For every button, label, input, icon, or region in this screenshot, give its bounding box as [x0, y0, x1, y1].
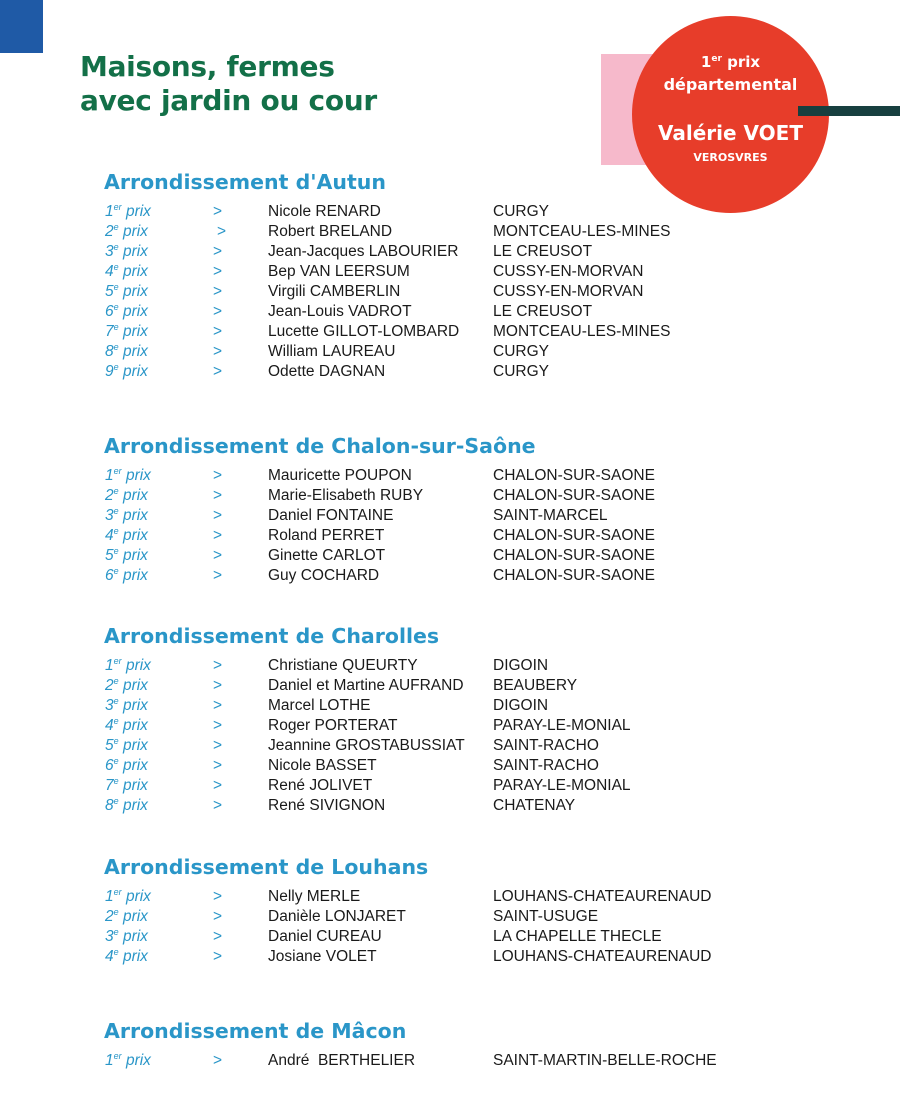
arrow-icon: > — [213, 467, 223, 484]
arrow-icon: > — [213, 303, 223, 320]
arrow-icon: > — [213, 567, 223, 584]
prize-rank: 2e prix — [105, 486, 148, 504]
winner-town: SAINT-RACHO — [493, 737, 599, 754]
winner-name: Josiane VOLET — [268, 948, 377, 965]
list-item — [0, 466, 900, 486]
section-title-macon: Arrondissement de Mâcon — [104, 1019, 407, 1043]
winner-name: André BERTHELIER — [268, 1052, 416, 1069]
list-item — [0, 526, 900, 546]
arrow-icon: > — [213, 948, 223, 965]
winner-name: Mauricette POUPON — [268, 467, 412, 484]
arrow-icon: > — [213, 1052, 223, 1069]
arrow-icon: > — [213, 547, 223, 564]
prize-rank: 7e prix — [105, 776, 148, 794]
page-title-line-2: avec jardin ou cour — [80, 84, 377, 117]
prize-rank: 8e prix — [105, 342, 148, 360]
list-item — [0, 927, 900, 947]
winner-town: CURGY — [493, 203, 549, 220]
badge-winner-town: VEROSVRES — [693, 151, 768, 164]
winner-name: Jeannine GROSTABUSSIAT — [268, 737, 465, 754]
winner-town: CUSSY-EN-MORVAN — [493, 263, 644, 280]
arrow-icon: > — [213, 757, 223, 774]
winner-name: Virgili CAMBERLIN — [268, 283, 401, 300]
list-item — [0, 566, 900, 586]
winner-town: DIGOIN — [493, 657, 549, 674]
prize-rank: 1er prix — [105, 656, 151, 674]
winner-town: CHALON-SUR-SAONE — [493, 567, 655, 584]
prize-rank: 1er prix — [105, 1051, 151, 1069]
prize-rank: 4e prix — [105, 947, 148, 965]
list-item — [0, 282, 900, 302]
prize-rank: 1er prix — [105, 466, 151, 484]
decorative-dark-bar — [798, 106, 900, 116]
winner-name: Marie-Elisabeth RUBY — [268, 487, 424, 504]
badge-label: départemental — [663, 75, 798, 94]
arrow-icon: > — [213, 797, 223, 814]
prize-rank: 2e prix — [105, 222, 148, 240]
prize-rank: 6e prix — [105, 756, 148, 774]
prize-rank: 2e prix — [105, 907, 148, 925]
prize-rank: 5e prix — [105, 546, 148, 564]
winner-town: LE CREUSOT — [493, 243, 593, 260]
prize-rank: 4e prix — [105, 716, 148, 734]
winner-name: Roland PERRET — [268, 527, 385, 544]
arrow-icon: > — [213, 243, 223, 260]
arrow-icon: > — [213, 363, 223, 380]
winner-town: SAINT-RACHO — [493, 757, 599, 774]
winner-town: PARAY-LE-MONIAL — [493, 717, 631, 734]
winner-name: Daniel CUREAU — [268, 928, 382, 945]
winner-name: Roger PORTERAT — [268, 717, 398, 734]
winner-name: Bep VAN LEERSUM — [268, 263, 410, 280]
arrow-icon: > — [213, 487, 223, 504]
prize-rank: 3e prix — [105, 696, 148, 714]
list-item — [0, 546, 900, 566]
list-item — [0, 696, 900, 716]
arrow-icon: > — [213, 283, 223, 300]
prize-rank: 3e prix — [105, 506, 148, 524]
page-title — [80, 50, 377, 118]
winner-town: PARAY-LE-MONIAL — [493, 777, 631, 794]
list-item — [0, 302, 900, 322]
list-item — [0, 486, 900, 506]
winner-name: Marcel LOTHE — [268, 697, 371, 714]
arrow-icon: > — [213, 323, 223, 340]
winner-town: MONTCEAU-LES-MINES — [493, 323, 671, 340]
list-item — [0, 202, 900, 222]
arrow-icon: > — [213, 737, 223, 754]
prize-rank: 6e prix — [105, 566, 148, 584]
list-item — [0, 907, 900, 927]
list-item — [0, 676, 900, 696]
list-item — [0, 506, 900, 526]
arrow-icon: > — [213, 928, 223, 945]
section-title-louhans: Arrondissement de Louhans — [104, 855, 429, 879]
winner-town: CHALON-SUR-SAONE — [493, 547, 655, 564]
prize-rank: 8e prix — [105, 796, 148, 814]
arrow-icon: > — [213, 777, 223, 794]
list-item — [0, 776, 900, 796]
winner-town: DIGOIN — [493, 697, 549, 714]
list-item — [0, 887, 900, 907]
winner-town: LE CREUSOT — [493, 303, 593, 320]
list-item — [0, 656, 900, 676]
winner-town: SAINT-MARTIN-BELLE-ROCHE — [493, 1052, 717, 1069]
prize-rank: 4e prix — [105, 526, 148, 544]
arrow-icon: > — [213, 343, 223, 360]
list-item — [0, 342, 900, 362]
prize-rank: 3e prix — [105, 242, 148, 260]
section-title-chalon: Arrondissement de Chalon-sur-Saône — [104, 434, 536, 458]
page-title-line-1: Maisons, fermes — [80, 50, 335, 83]
arrow-icon: > — [213, 203, 223, 220]
prize-list-louhans — [0, 887, 900, 967]
list-item — [0, 736, 900, 756]
winner-town: LOUHANS-CHATEAURENAUD — [493, 948, 712, 965]
winner-town: LOUHANS-CHATEAURENAUD — [493, 888, 712, 905]
winner-name: Nelly MERLE — [268, 888, 361, 905]
arrow-icon: > — [213, 908, 223, 925]
winner-name: Danièle LONJARET — [268, 908, 406, 925]
prize-rank: 5e prix — [105, 282, 148, 300]
prize-rank: 1er prix — [105, 202, 151, 220]
arrow-icon: > — [213, 888, 223, 905]
prize-list-autun — [0, 202, 900, 382]
winner-town: CHALON-SUR-SAONE — [493, 527, 655, 544]
prize-rank: 9e prix — [105, 362, 148, 380]
winner-name: Robert BRELAND — [268, 223, 393, 240]
winner-name: Nicole BASSET — [268, 757, 377, 774]
winner-town: MONTCEAU-LES-MINES — [493, 223, 671, 240]
winner-name: Daniel et Martine AUFRAND — [268, 677, 464, 694]
winner-name: Odette DAGNAN — [268, 363, 386, 380]
winner-town: CURGY — [493, 343, 549, 360]
arrow-icon: > — [217, 223, 227, 240]
arrow-icon: > — [213, 697, 223, 714]
winner-town: CHATENAY — [493, 797, 576, 814]
list-item — [0, 796, 900, 816]
winner-name: Jean-Louis VADROT — [268, 303, 412, 320]
list-item — [0, 242, 900, 262]
prize-rank: 1er prix — [105, 887, 151, 905]
prize-rank: 6e prix — [105, 302, 148, 320]
winner-name: Nicole RENARD — [268, 203, 381, 220]
arrow-icon: > — [213, 263, 223, 280]
section-title-charolles: Arrondissement de Charolles — [104, 624, 440, 648]
winner-name: William LAUREAU — [268, 343, 396, 360]
winner-name: René JOLIVET — [268, 777, 373, 794]
prize-rank: 4e prix — [105, 262, 148, 280]
badge-winner-name: Valérie VOET — [658, 121, 803, 145]
winner-town: CHALON-SUR-SAONE — [493, 467, 655, 484]
prize-rank: 7e prix — [105, 322, 148, 340]
prize-list-charolles — [0, 656, 900, 816]
winner-town: CHALON-SUR-SAONE — [493, 487, 655, 504]
prize-rank: 5e prix — [105, 736, 148, 754]
section-title-autun: Arrondissement d'Autun — [104, 170, 386, 194]
prize-rank: 2e prix — [105, 676, 148, 694]
badge-rank: 1er prix — [700, 53, 761, 71]
arrow-icon: > — [213, 677, 223, 694]
winner-name: Daniel FONTAINE — [268, 507, 394, 524]
winner-name: René SIVIGNON — [268, 797, 386, 814]
winner-name: Christiane QUEURTY — [268, 657, 418, 674]
winner-town: CUSSY-EN-MORVAN — [493, 283, 644, 300]
winner-town: CURGY — [493, 363, 549, 380]
list-item — [0, 716, 900, 736]
arrow-icon: > — [213, 507, 223, 524]
prize-rank: 3e prix — [105, 927, 148, 945]
winner-name: Guy COCHARD — [268, 567, 380, 584]
winner-town: BEAUBERY — [493, 677, 578, 694]
winner-town: SAINT-MARCEL — [493, 507, 608, 524]
list-item — [0, 1051, 900, 1071]
corner-color-block — [0, 0, 43, 53]
list-item — [0, 362, 900, 382]
winner-name: Jean-Jacques LABOURIER — [268, 243, 459, 260]
arrow-icon: > — [213, 527, 223, 544]
winner-town: LA CHAPELLE THECLE — [493, 928, 662, 945]
winner-name: Lucette GILLOT-LOMBARD — [268, 323, 460, 340]
winner-name: Ginette CARLOT — [268, 547, 386, 564]
list-item — [0, 756, 900, 776]
list-item — [0, 262, 900, 282]
prize-list-macon — [0, 1051, 900, 1071]
list-item — [0, 222, 900, 242]
winner-town: SAINT-USUGE — [493, 908, 599, 925]
arrow-icon: > — [213, 717, 223, 734]
list-item — [0, 947, 900, 967]
arrow-icon: > — [213, 657, 223, 674]
list-item — [0, 322, 900, 342]
prize-list-chalon — [0, 466, 900, 586]
